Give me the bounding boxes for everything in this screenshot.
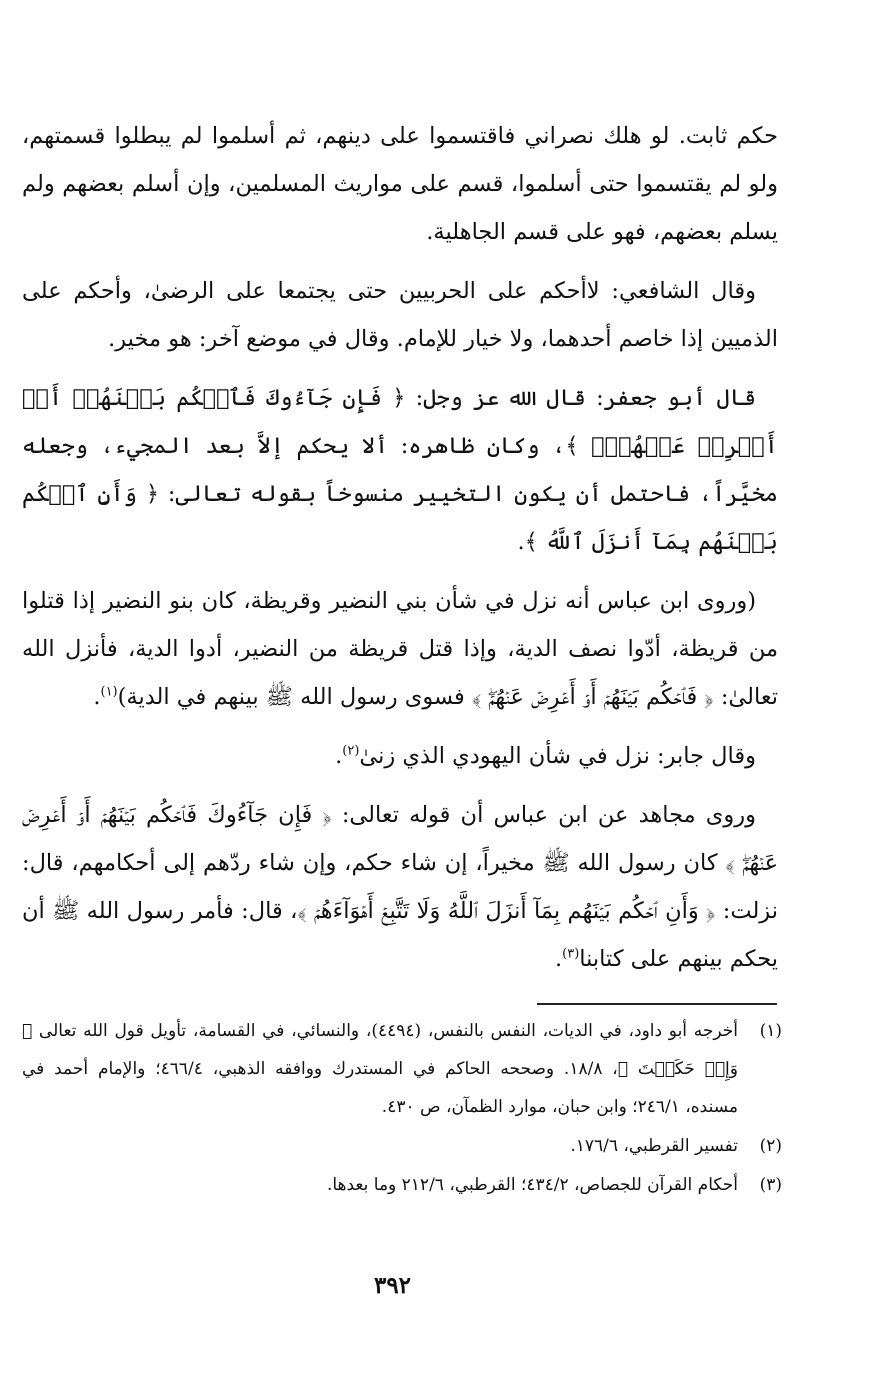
paragraph-5-text: وقال جابر: نزل في شأن اليهودي الذي زنىٰ	[359, 743, 756, 769]
footnote-divider	[537, 1003, 777, 1005]
paragraph-3-text-b: ، وكان ظاهره: ألا يحكم إلاَّ بعد المجيء، وجعله مخيَّراً، فاحتمل أن يكون التخيير منسوخاً بقوله تعالى:	[22, 433, 778, 507]
footnote-text: تفسير القرطبي، ١٧٦/٦.	[570, 1136, 738, 1156]
paragraph-5	[22, 732, 778, 780]
footnote-number: (١)	[759, 1021, 782, 1041]
main-text	[22, 112, 778, 994]
paragraph-2-text: وقال الشافعي: لاأحكم على الحربيين حتى يجتمعا على الرضىٰ، وأحكم على الذميين إذا خاصم أحدهما، ولا خيار للإمام. وقال في موضع آخر: هو مخير.	[22, 278, 778, 352]
page-number: ٣٩٢	[373, 1272, 412, 1299]
footnote-number: (٢)	[759, 1136, 782, 1156]
footnote-number: (٣)	[759, 1175, 782, 1195]
quran-verse: ﴿ وَأَنِ ٱحۡكُم بَيۡنَهُم بِمَآ أَنزَلَ ٱللَّهُ ﴾	[22, 481, 778, 555]
quran-verse: ﴿ وَأَنِ ٱحۡكُم بَيۡنَهُم بِمَآ أَنزَلَ ٱللَّهُ وَلَا تَتَّبِعۡ أَهۡوَآءَهُمۡ ﴾	[297, 898, 716, 924]
footnote-2	[22, 1127, 782, 1165]
paragraph-6	[22, 791, 778, 983]
footnote-ref-3: (٣)	[562, 946, 580, 962]
paragraph-2	[22, 267, 778, 363]
paragraph-4-text-b: فسوى رسول الله ﷺ بينهم في الدية)	[117, 684, 465, 710]
footnote-3	[22, 1166, 782, 1204]
paragraph-6-text-d: .	[554, 946, 563, 972]
footnote-1	[22, 1012, 782, 1126]
footnote-ref-2: (٢)	[342, 743, 360, 759]
paragraph-4-text-a: (وروى ابن عباس أنه نزل في شأن بني النضير وقريظة، كان بنو النضير إذا قتلوا من قريظة، أدّوا نصف الدية، وإذا قتل قريظة من النضير، أدوا الدية، فأنزل الله تعالىٰ:	[22, 588, 778, 710]
footnotes	[22, 1012, 782, 1205]
paragraph-6-text-a: وروى مجاهد عن ابن عباس أن قوله تعالى:	[341, 802, 757, 828]
footnote-ref-1: (١)	[100, 684, 118, 700]
paragraph-5-text-c: .	[335, 743, 343, 769]
paragraph-3-text-a: قال أبو جعفر: قال الله عز وجل:	[415, 385, 757, 411]
footnote-text: أحكام القرآن للجصاص، ٤٣٤/٢؛ القرطبي، ٢١٢/٦ وما بعدها.	[326, 1175, 738, 1195]
paragraph-1-text: حكم ثابت. لو هلك نصراني فاقتسموا على دينهم، ثم أسلموا لم يبطلوا قسمتهم، ولو لم يقتسموا حتى أسلموا، قسم على مواريث المسلمين، وإن أسلم بعضهم ولم يسلم بعضهم، فهو على قسم الجاهلية.	[22, 123, 778, 245]
paragraph-3	[22, 374, 778, 566]
quran-verse: ﴿ فَٱحۡكُم بَيۡنَهُمۡ أَوۡ أَعۡرِضۡ عَنۡهُمۡۖ ﴾	[471, 684, 714, 710]
paragraph-4-text-c: .	[93, 684, 101, 710]
footnote-text: أخرجه أبو داود، في الديات، النفس بالنفس، (٤٤٩٤)، والنسائي، في القسامة، تأويل قول الله تعالى ﴿ وَإِنۡ حَكَمۡتَ ﴾، ١٨/٨. وصححه الحاكم في المستدرك ووافقه الذهبي، ٤٦٦/٤؛ والإمام أحمد في مسنده، ٢٤٦/١؛ وابن حبان، موارد الظمآن، ص ٤٣٠.	[22, 1021, 738, 1117]
quran-verse: ﴿ فَإِن جَآءُوكَ فَٱحۡكُم بَيۡنَهُمۡ أَوۡ أَعۡرِضۡ عَنۡهُمۡۖ ﴾	[22, 802, 778, 876]
paragraph-6-text-b: كان رسول الله ﷺ مخيراً، إن شاء حكم، وإن شاء ردّهم إلى أحكامهم، قال: نزلت:	[22, 850, 778, 924]
quran-verse: ﴿ فَإِن جَآءُوكَ فَٱحۡكُم بَيۡنَهُمۡ أَوۡ أَعۡرِضۡ عَنۡهُمۡۖ ﴾	[22, 385, 778, 459]
paragraph-4	[22, 577, 778, 721]
paragraph-3-text-c: .	[517, 529, 525, 555]
paragraph-1	[22, 112, 778, 256]
paragraph-6-text-c: ، قال: فأمر رسول الله ﷺ أن يحكم بينهم على كتابنا	[22, 898, 778, 972]
